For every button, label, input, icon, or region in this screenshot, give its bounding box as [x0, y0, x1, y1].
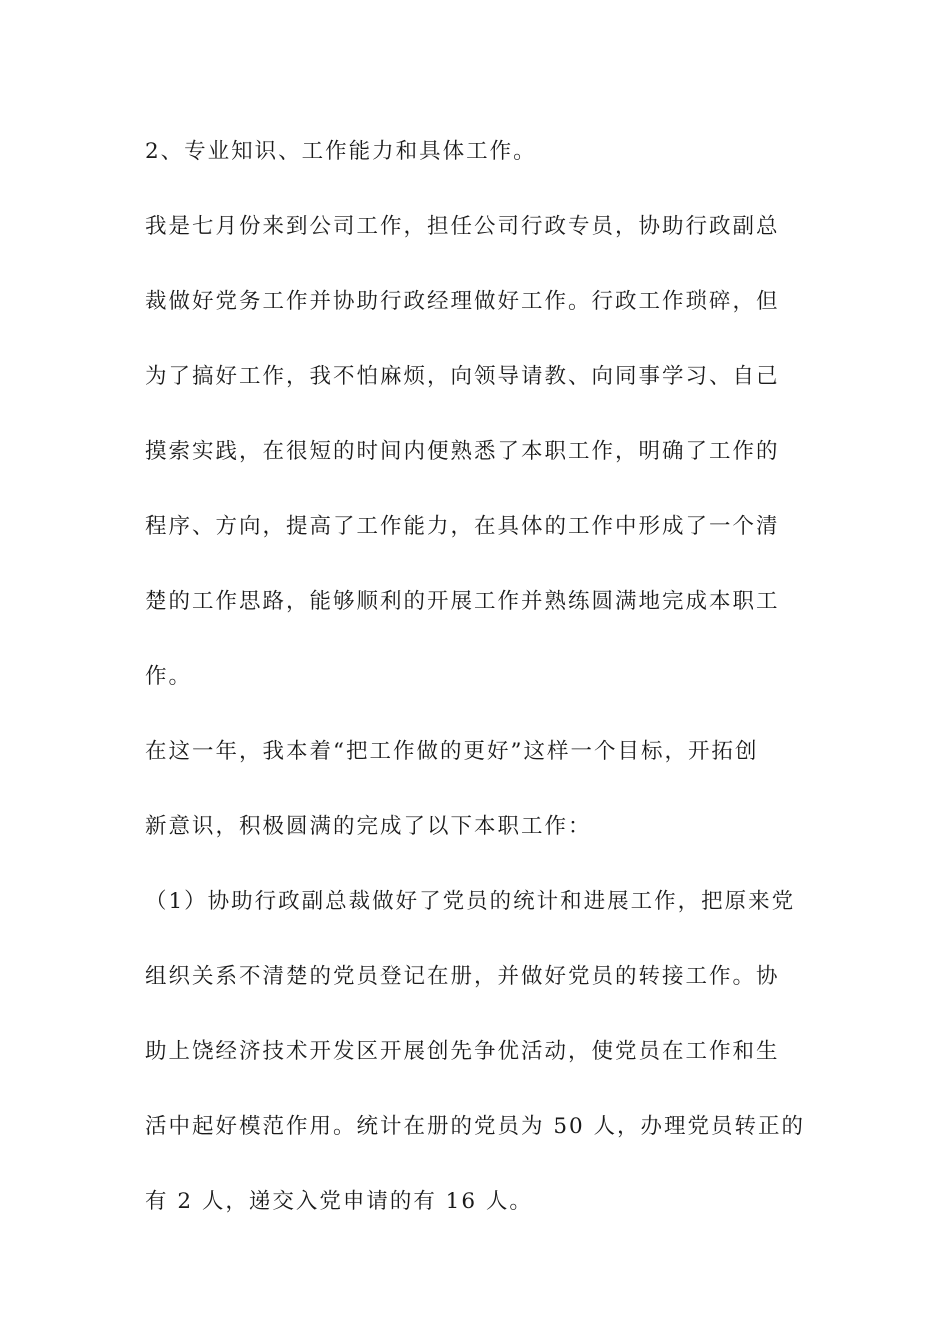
paragraph-line: 裁做好党务工作并协助行政经理做好工作。行政工作琐碎，但 — [145, 289, 780, 314]
paragraph-3 — [145, 878, 805, 1253]
paragraph-2 — [145, 728, 805, 878]
paragraph-line: 为了搞好工作，我不怕麻烦，向领导请教、向同事学习、自己 — [145, 364, 780, 389]
paragraph-line: 新意识，积极圆满的完成了以下本职工作： — [145, 814, 592, 839]
paragraph-line: 楚的工作思路，能够顺利的开展工作并熟练圆满地完成本职工 — [145, 589, 780, 614]
paragraph-line: 组织关系不清楚的党员登记在册，并做好党员的转接工作。协 — [145, 964, 780, 989]
paragraph-line: 有 2 人，递交入党申请的有 16 人。 — [145, 1189, 533, 1214]
paragraph-1 — [145, 203, 805, 728]
section-heading: 2、专业知识、工作能力和具体工作。 — [145, 139, 537, 164]
paragraph-line: （1）协助行政副总裁做好了党员的统计和进展工作，把原来党 — [145, 889, 796, 914]
paragraph-line: 我是七月份来到公司工作，担任公司行政专员，协助行政副总 — [145, 214, 780, 239]
document-body — [145, 128, 805, 1253]
paragraph-line: 作。 — [145, 664, 193, 689]
paragraph-line: 程序、方向，提高了工作能力，在具体的工作中形成了一个清 — [145, 514, 780, 539]
paragraph-line: 摸索实践，在很短的时间内便熟悉了本职工作，明确了工作的 — [145, 439, 780, 464]
paragraph-line: 在这一年，我本着“把工作做的更好”这样一个目标，开拓创 — [145, 739, 759, 764]
paragraph-line: 活中起好模范作用。统计在册的党员为 50 人，办理党员转正的 — [145, 1114, 805, 1139]
paragraph-line: 助上饶经济技术开发区开展创先争优活动，使党员在工作和生 — [145, 1039, 780, 1064]
